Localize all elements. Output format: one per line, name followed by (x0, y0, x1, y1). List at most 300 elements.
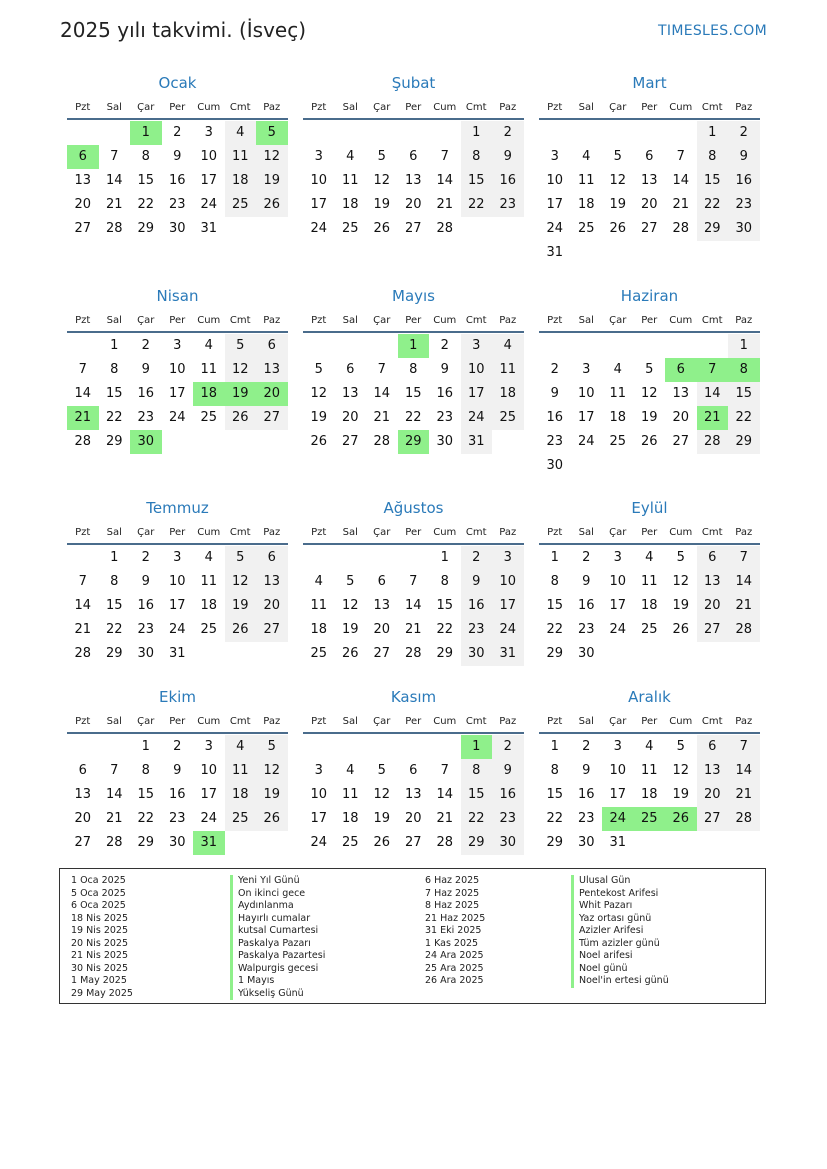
day-cell: 13 (640, 173, 658, 188)
day-cell: 28 (672, 221, 690, 236)
weekday-label: Cmt (465, 715, 487, 727)
holiday-day-cell: 8 (728, 358, 760, 382)
day-cell: 6 (346, 362, 355, 377)
day-cell: 18 (310, 622, 328, 637)
day-cell: 23 (436, 410, 454, 425)
day-cell: 8 (110, 574, 119, 589)
day-cell: 22 (461, 193, 493, 217)
weekday-label: Cmt (229, 715, 251, 727)
day-cell: 12 (256, 759, 288, 783)
day-cell: 3 (582, 362, 591, 377)
day-cell: 3 (613, 739, 622, 754)
day-cell: 13 (256, 570, 288, 594)
weekday-label: Cum (197, 101, 221, 113)
day-cell: 9 (461, 570, 493, 594)
day-cell: 10 (168, 362, 186, 377)
weekday-label: Çar (373, 526, 391, 538)
day-cell: 9 (141, 362, 150, 377)
legend-holiday-name: Pentekost Arifesi (571, 888, 669, 901)
day-cell: 16 (168, 787, 186, 802)
weekday-label: Cum (433, 314, 457, 326)
day-cell: 13 (672, 386, 690, 401)
day-grid (539, 121, 760, 265)
empty-cell (67, 735, 99, 759)
weekday-label: Paz (499, 526, 517, 538)
day-cell: 14 (74, 598, 92, 613)
weekday-label: Sal (106, 101, 122, 113)
day-cell: 11 (310, 598, 328, 613)
weekday-label: Sal (106, 314, 122, 326)
day-cell: 22 (461, 807, 493, 831)
month-block (539, 283, 760, 478)
empty-cell (398, 121, 430, 145)
empty-cell (67, 334, 99, 358)
month-name: Aralık (628, 688, 671, 706)
month-block (67, 684, 288, 855)
legend-names-left (230, 875, 325, 1000)
day-cell: 13 (256, 358, 288, 382)
day-cell: 25 (200, 410, 218, 425)
weekday-label: Cmt (701, 715, 723, 727)
day-cell: 12 (256, 145, 288, 169)
day-cell: 2 (550, 362, 559, 377)
day-cell: 4 (582, 149, 591, 164)
weekday-label: Cmt (465, 526, 487, 538)
day-cell: 19 (341, 622, 359, 637)
day-cell: 31 (461, 430, 493, 454)
day-cell: 31 (546, 245, 564, 260)
day-cell: 1 (697, 121, 729, 145)
day-cell: 11 (341, 173, 359, 188)
day-cell: 17 (310, 197, 328, 212)
day-cell: 17 (200, 787, 218, 802)
day-grid (67, 735, 288, 855)
day-cell: 26 (310, 434, 328, 449)
legend-date: 8 Haz 2025 (425, 900, 480, 911)
day-cell: 15 (404, 386, 422, 401)
day-cell: 23 (137, 622, 155, 637)
day-cell: 8 (550, 574, 559, 589)
day-cell: 16 (577, 598, 595, 613)
day-cell: 28 (728, 618, 760, 642)
day-cell: 23 (492, 807, 524, 831)
day-cell: 14 (105, 173, 123, 188)
day-cell: 17 (168, 386, 186, 401)
day-grid (303, 121, 524, 241)
weekday-header (539, 309, 760, 333)
legend-names-right (571, 875, 669, 988)
day-cell: 4 (314, 574, 323, 589)
day-cell: 29 (137, 221, 155, 236)
weekday-label: Sal (342, 526, 358, 538)
empty-cell (571, 121, 603, 145)
day-cell: 28 (436, 221, 454, 236)
day-cell: 15 (728, 382, 760, 406)
day-cell: 27 (256, 406, 288, 430)
day-cell: 18 (225, 169, 257, 193)
day-cell: 24 (200, 811, 218, 826)
day-cell: 7 (377, 362, 386, 377)
day-cell: 15 (546, 598, 564, 613)
day-cell: 31 (609, 835, 627, 850)
day-cell: 24 (461, 406, 493, 430)
day-cell: 20 (697, 594, 729, 618)
day-cell: 13 (373, 598, 391, 613)
legend-date: 5 Oca 2025 (71, 887, 126, 899)
day-cell: 4 (645, 739, 654, 754)
day-cell: 18 (640, 598, 658, 613)
legend-holiday-name: On ikinci gece (230, 888, 325, 901)
weekday-label: Çar (609, 526, 627, 538)
day-cell: 10 (609, 763, 627, 778)
day-cell: 29 (697, 217, 729, 241)
day-cell: 17 (577, 410, 595, 425)
legend-date: 7 Haz 2025 (425, 887, 480, 899)
weekday-label: Sal (106, 526, 122, 538)
day-cell: 7 (110, 763, 119, 778)
day-cell: 17 (168, 598, 186, 613)
day-cell: 30 (577, 646, 595, 661)
day-cell: 29 (436, 646, 454, 661)
weekday-label: Pzt (547, 526, 563, 538)
day-cell: 17 (310, 811, 328, 826)
day-cell: 23 (461, 618, 493, 642)
day-cell: 16 (137, 386, 155, 401)
day-cell: 3 (550, 149, 559, 164)
holiday-day-cell: 24 (602, 807, 634, 831)
empty-cell (99, 735, 131, 759)
weekday-label: Cum (433, 715, 457, 727)
day-cell: 21 (105, 197, 123, 212)
day-cell: 26 (373, 835, 391, 850)
empty-cell (602, 121, 634, 145)
legend-holiday-name: Noel günü (571, 963, 669, 976)
holiday-legend (59, 868, 766, 1004)
month-block (539, 684, 760, 855)
day-cell: 17 (492, 594, 524, 618)
weekday-label: Cum (197, 715, 221, 727)
day-cell: 3 (173, 338, 182, 353)
day-cell: 25 (640, 622, 658, 637)
holiday-day-cell: 7 (697, 358, 729, 382)
day-cell: 19 (256, 169, 288, 193)
weekday-label: Cmt (229, 314, 251, 326)
day-cell: 7 (78, 362, 87, 377)
empty-cell (303, 546, 335, 570)
day-cell: 2 (141, 338, 150, 353)
day-cell: 24 (492, 618, 524, 642)
day-cell: 25 (341, 835, 359, 850)
day-cell: 30 (728, 217, 760, 241)
day-cell: 2 (582, 739, 591, 754)
weekday-label: Paz (263, 715, 281, 727)
day-cell: 20 (640, 197, 658, 212)
weekday-header (67, 521, 288, 545)
day-cell: 24 (168, 622, 186, 637)
weekday-label: Cmt (701, 314, 723, 326)
day-cell: 4 (492, 334, 524, 358)
weekday-label: Pzt (75, 101, 91, 113)
day-cell: 10 (168, 574, 186, 589)
empty-cell (602, 334, 634, 358)
day-cell: 7 (440, 149, 449, 164)
day-cell: 21 (74, 622, 92, 637)
day-cell: 22 (404, 410, 422, 425)
day-cell: 7 (728, 546, 760, 570)
empty-cell (366, 121, 398, 145)
day-cell: 27 (74, 835, 92, 850)
holiday-day-cell: 25 (634, 807, 666, 831)
day-cell: 12 (672, 763, 690, 778)
day-cell: 19 (640, 410, 658, 425)
weekday-label: Paz (499, 314, 517, 326)
day-cell: 27 (341, 434, 359, 449)
weekday-label: Per (169, 101, 186, 113)
day-cell: 26 (672, 622, 690, 637)
month-name: Ağustos (383, 499, 444, 517)
day-cell: 18 (577, 197, 595, 212)
day-cell: 28 (404, 646, 422, 661)
weekday-label: Pzt (547, 715, 563, 727)
weekday-label: Cmt (701, 101, 723, 113)
holiday-day-cell: 6 (665, 358, 697, 382)
day-cell: 11 (640, 763, 658, 778)
day-cell: 28 (436, 835, 454, 850)
day-cell: 10 (609, 574, 627, 589)
day-cell: 27 (697, 618, 729, 642)
empty-cell (697, 334, 729, 358)
day-cell: 21 (373, 410, 391, 425)
day-cell: 28 (74, 434, 92, 449)
weekday-label: Per (641, 314, 658, 326)
empty-cell (429, 121, 461, 145)
day-cell: 13 (341, 386, 359, 401)
day-cell: 2 (461, 546, 493, 570)
empty-cell (665, 121, 697, 145)
day-cell: 24 (310, 835, 328, 850)
day-cell: 22 (697, 193, 729, 217)
day-cell: 15 (436, 598, 454, 613)
day-grid (67, 121, 288, 241)
day-cell: 2 (173, 739, 182, 754)
day-cell: 11 (609, 386, 627, 401)
day-cell: 3 (314, 763, 323, 778)
day-cell: 29 (546, 646, 564, 661)
day-cell: 6 (78, 763, 87, 778)
day-cell: 4 (225, 735, 257, 759)
legend-holiday-name: kutsal Cumartesi (230, 925, 325, 938)
weekday-label: Paz (735, 715, 753, 727)
day-cell: 27 (74, 221, 92, 236)
day-cell: 23 (168, 197, 186, 212)
day-cell: 23 (137, 410, 155, 425)
day-cell: 14 (373, 386, 391, 401)
day-cell: 25 (577, 221, 595, 236)
weekday-label: Cum (669, 526, 693, 538)
legend-holiday-name: Paskalya Pazarı (230, 938, 325, 951)
day-cell: 6 (377, 574, 386, 589)
day-cell: 24 (200, 197, 218, 212)
day-cell: 2 (141, 550, 150, 565)
day-cell: 27 (640, 221, 658, 236)
empty-cell (335, 735, 367, 759)
day-cell: 25 (609, 434, 627, 449)
legend-date: 18 Nis 2025 (71, 912, 128, 924)
weekday-label: Çar (373, 101, 391, 113)
empty-cell (366, 546, 398, 570)
weekday-label: Per (405, 314, 422, 326)
day-cell: 5 (377, 763, 386, 778)
empty-cell (366, 334, 398, 358)
day-cell: 10 (461, 358, 493, 382)
day-cell: 30 (461, 642, 493, 666)
weekday-label: Paz (499, 715, 517, 727)
day-cell: 8 (461, 759, 493, 783)
weekday-label: Per (641, 101, 658, 113)
weekday-label: Çar (373, 314, 391, 326)
day-cell: 2 (440, 338, 449, 353)
legend-holiday-name: Aydınlanma (230, 900, 325, 913)
day-cell: 24 (546, 221, 564, 236)
legend-date: 21 Nis 2025 (71, 950, 128, 961)
legend-date: 1 Kas 2025 (425, 937, 479, 949)
legend-date: 31 Eki 2025 (425, 925, 482, 936)
day-cell: 4 (204, 338, 213, 353)
day-cell: 14 (672, 173, 690, 188)
day-cell: 22 (105, 622, 123, 637)
weekday-label: Cum (433, 526, 457, 538)
day-cell: 22 (105, 410, 123, 425)
day-cell: 12 (609, 173, 627, 188)
day-cell: 26 (640, 434, 658, 449)
day-cell: 19 (225, 594, 257, 618)
month-name: Nisan (156, 287, 199, 305)
weekday-header (303, 96, 524, 120)
empty-cell (303, 121, 335, 145)
day-cell: 1 (550, 739, 559, 754)
holiday-day-cell: 21 (67, 406, 99, 430)
day-cell: 6 (256, 334, 288, 358)
day-cell: 4 (613, 362, 622, 377)
day-cell: 18 (609, 410, 627, 425)
legend-holiday-name: Noel arifesi (571, 950, 669, 963)
weekday-label: Cmt (229, 526, 251, 538)
legend-holiday-name: Whit Pazarı (571, 900, 669, 913)
day-cell: 13 (74, 787, 92, 802)
weekday-label: Per (169, 314, 186, 326)
weekday-label: Paz (499, 101, 517, 113)
day-cell: 5 (225, 334, 257, 358)
day-cell: 9 (492, 145, 524, 169)
day-cell: 15 (105, 386, 123, 401)
legend-date: 20 Nis 2025 (71, 937, 128, 949)
day-cell: 11 (200, 362, 218, 377)
day-cell: 17 (609, 598, 627, 613)
day-cell: 9 (173, 149, 182, 164)
weekday-label: Cmt (701, 526, 723, 538)
weekday-label: Çar (609, 715, 627, 727)
day-cell: 30 (168, 221, 186, 236)
day-cell: 27 (404, 221, 422, 236)
day-cell: 25 (225, 807, 257, 831)
day-cell: 16 (728, 169, 760, 193)
legend-holiday-name: Ulusal Gün (571, 875, 669, 888)
day-cell: 16 (461, 594, 493, 618)
day-cell: 31 (168, 646, 186, 661)
day-cell: 29 (728, 430, 760, 454)
empty-cell (67, 121, 99, 145)
day-cell: 12 (341, 598, 359, 613)
day-cell: 15 (461, 169, 493, 193)
day-cell: 16 (137, 598, 155, 613)
day-cell: 9 (582, 763, 591, 778)
day-cell: 20 (341, 410, 359, 425)
day-cell: 14 (105, 787, 123, 802)
weekday-header (67, 309, 288, 333)
holiday-day-cell: 1 (130, 121, 162, 145)
day-cell: 16 (436, 386, 454, 401)
legend-holiday-name: Walpurgis gecesi (230, 963, 325, 976)
day-cell: 2 (492, 735, 524, 759)
day-cell: 12 (225, 570, 257, 594)
day-cell: 23 (728, 193, 760, 217)
day-cell: 23 (168, 811, 186, 826)
day-cell: 17 (546, 197, 564, 212)
day-cell: 15 (105, 598, 123, 613)
day-cell: 11 (577, 173, 595, 188)
legend-date: 19 Nis 2025 (71, 925, 128, 936)
weekday-label: Pzt (311, 526, 327, 538)
legend-dates-right (425, 875, 485, 988)
day-cell: 5 (676, 550, 685, 565)
day-cell: 29 (105, 434, 123, 449)
day-cell: 4 (346, 763, 355, 778)
holiday-day-cell: 20 (256, 382, 288, 406)
empty-cell (539, 334, 571, 358)
legend-date: 24 Ara 2025 (425, 950, 484, 961)
weekday-label: Pzt (75, 526, 91, 538)
day-cell: 22 (546, 622, 564, 637)
day-cell: 26 (256, 807, 288, 831)
day-cell: 5 (645, 362, 654, 377)
day-cell: 18 (200, 598, 218, 613)
day-cell: 9 (173, 763, 182, 778)
day-cell: 14 (697, 382, 729, 406)
weekday-label: Pzt (75, 715, 91, 727)
day-cell: 11 (492, 358, 524, 382)
holiday-day-cell: 26 (665, 807, 697, 831)
empty-cell (303, 735, 335, 759)
weekday-label: Paz (263, 101, 281, 113)
day-cell: 20 (74, 197, 92, 212)
brand-link[interactable]: TIMESLES.COM (658, 23, 767, 39)
month-block (539, 70, 760, 265)
weekday-label: Sal (578, 314, 594, 326)
day-grid (67, 546, 288, 666)
weekday-label: Per (641, 715, 658, 727)
weekday-label: Cum (669, 101, 693, 113)
day-cell: 7 (728, 735, 760, 759)
day-cell: 29 (105, 646, 123, 661)
holiday-day-cell: 18 (193, 382, 225, 406)
empty-cell (398, 546, 430, 570)
day-cell: 3 (461, 334, 493, 358)
day-cell: 25 (341, 221, 359, 236)
holiday-day-cell: 6 (67, 145, 99, 169)
day-cell: 10 (310, 173, 328, 188)
day-cell: 18 (492, 382, 524, 406)
day-cell: 3 (492, 546, 524, 570)
